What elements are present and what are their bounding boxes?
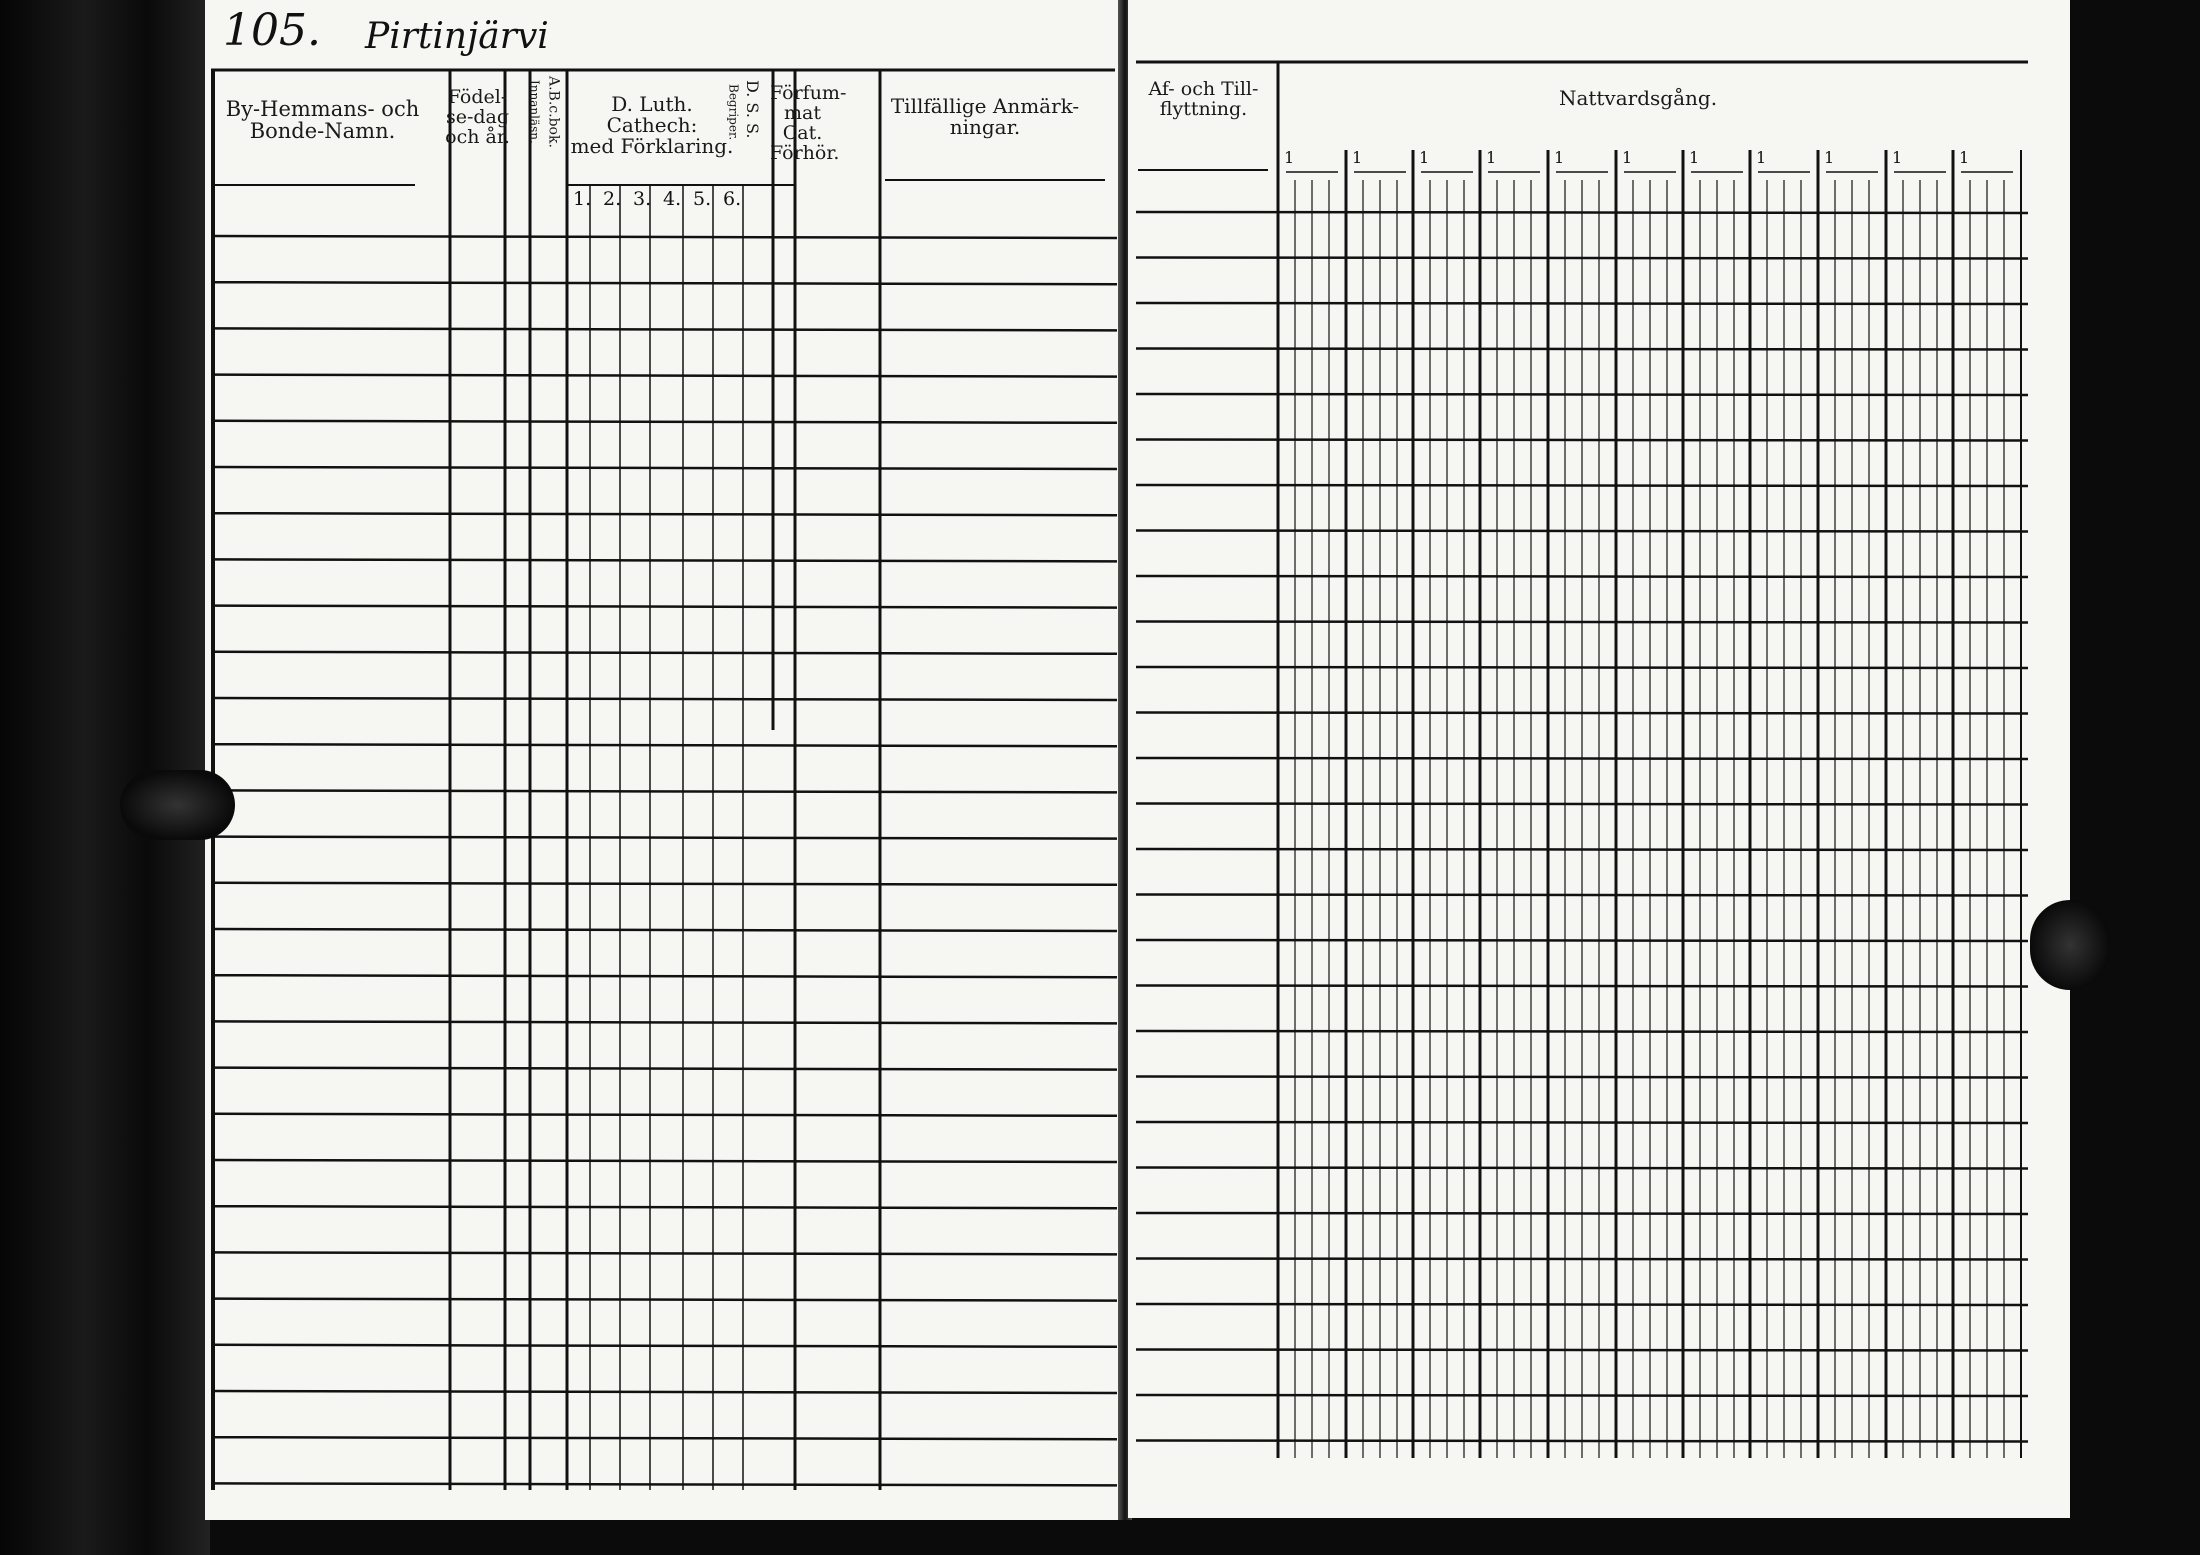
row-rule [1136, 1122, 2028, 1123]
row-rule [1136, 212, 2028, 213]
catechism-number: 4. [663, 188, 682, 210]
row-rule [1136, 394, 2028, 395]
header-forsummat: Förfum- mat Cat. Förhör. [770, 82, 847, 164]
row-rule [213, 1437, 1117, 1439]
row-rule [213, 1114, 1117, 1116]
period-mark: 1 [1756, 148, 1767, 167]
row-rule [1136, 940, 2028, 941]
row-rule [1136, 1441, 2028, 1442]
left-page-ruling [205, 0, 1130, 1520]
place-name: Pirtinjärvi [365, 16, 549, 57]
header-luth-cathech: D. Luth. Cathech: med Förklaring. [570, 92, 734, 158]
row-rule [213, 883, 1117, 885]
catechism-number: 6. [723, 188, 742, 210]
row-rule [1136, 485, 2028, 486]
row-rule [213, 328, 1117, 330]
period-mark: 1 [1486, 148, 1497, 167]
row-rule [213, 790, 1117, 792]
header-by-hemmans: By-Hemmans- och Bonde-Namn. [225, 97, 420, 144]
row-rule [213, 282, 1117, 284]
row-rule [1136, 1350, 2028, 1351]
period-mark: 1 [1892, 148, 1903, 167]
row-rule [1136, 1259, 2028, 1260]
row-rule [1136, 440, 2028, 441]
row-rule [213, 1068, 1117, 1070]
row-rule [213, 975, 1117, 977]
catechism-number: 5. [693, 188, 712, 210]
header-begriper: Begriper. [726, 84, 741, 141]
row-rule [213, 421, 1117, 423]
period-mark: 1 [1824, 148, 1835, 167]
row-rule [1136, 1213, 2028, 1214]
row-rule [213, 236, 1117, 238]
row-rule [213, 559, 1117, 561]
period-mark: 1 [1554, 148, 1565, 167]
left-page [205, 0, 1130, 1520]
row-rule [213, 375, 1117, 377]
row-rule [213, 698, 1117, 700]
period-mark: 1 [1419, 148, 1430, 167]
header-fodelse: Födel- se-dag och år. [445, 86, 510, 148]
row-rule [1136, 1031, 2028, 1032]
row-rule [1136, 713, 2028, 714]
catechism-number: 1. [573, 188, 592, 210]
row-rule [213, 1252, 1117, 1254]
row-rule [1136, 303, 2028, 304]
binding-clip-right [2030, 900, 2110, 990]
row-rule [1136, 758, 2028, 759]
period-mark: 1 [1622, 148, 1633, 167]
header-innanlasn: Innanläsn. [527, 80, 542, 144]
period-mark: 1 [1689, 148, 1700, 167]
row-rule [1136, 531, 2028, 532]
row-rule [1136, 622, 2028, 623]
row-rule [213, 606, 1117, 608]
row-rule [213, 652, 1117, 654]
row-rule [1136, 986, 2028, 987]
row-rule [1136, 895, 2028, 896]
row-rule [1136, 1304, 2028, 1305]
period-mark: 1 [1959, 148, 1970, 167]
row-rule [1136, 1077, 2028, 1078]
row-rule [213, 837, 1117, 839]
row-rule [213, 1391, 1117, 1393]
row-rule [213, 1345, 1117, 1347]
row-rule [213, 1483, 1117, 1485]
row-rule [1136, 349, 2028, 350]
row-rule [1136, 576, 2028, 577]
header-abc-bok: A.B.c.bok. [545, 76, 562, 148]
catechism-number: 2. [603, 188, 622, 210]
catechism-number: 3. [633, 188, 652, 210]
row-rule [213, 1206, 1117, 1208]
right-page-ruling [1128, 0, 2070, 1518]
row-rule [213, 1021, 1117, 1023]
page-number: 105. [223, 5, 321, 56]
header-dss: D. S. S. [742, 80, 762, 139]
row-rule [1136, 849, 2028, 850]
period-mark: 1 [1284, 148, 1295, 167]
row-rule [213, 1299, 1117, 1301]
row-rule [213, 1160, 1117, 1162]
header-tillfallige: Tillfällige Anmärk- ningar. [890, 94, 1080, 139]
row-rule [213, 467, 1117, 469]
period-mark: 1 [1352, 148, 1363, 167]
header-af-och-till: Af- och Till- flyttning. [1148, 78, 1259, 120]
row-rule [213, 513, 1117, 515]
row-rule [1136, 1168, 2028, 1169]
binding-clip-left [120, 770, 235, 840]
row-rule [1136, 804, 2028, 805]
row-rule [1136, 1395, 2028, 1396]
right-page [1128, 0, 2070, 1518]
row-rule [1136, 667, 2028, 668]
header-nattvardsgang: Nattvardsgång. [1558, 86, 1718, 110]
row-rule [213, 929, 1117, 931]
row-rule [213, 744, 1117, 746]
row-rule [1136, 258, 2028, 259]
